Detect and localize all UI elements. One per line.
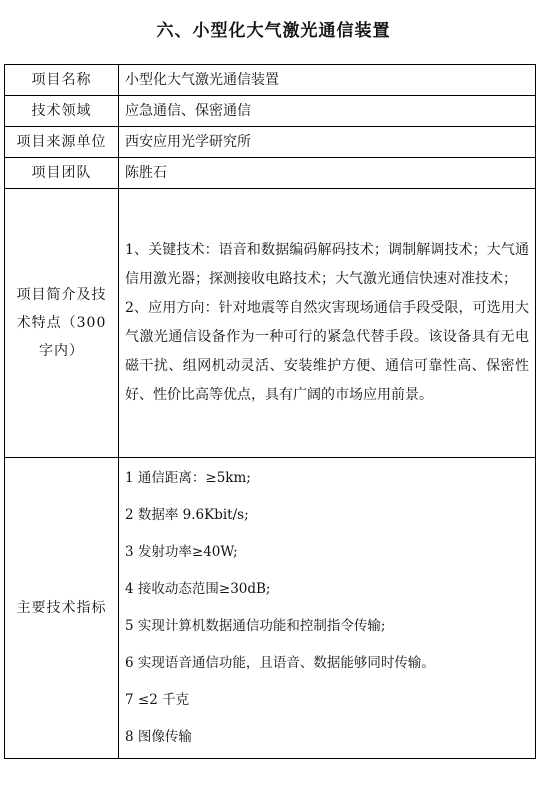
- table-row-source-unit: [5, 127, 536, 158]
- intro-label-line: 字内）: [39, 343, 84, 359]
- project-name-label: 项目名称: [5, 65, 119, 96]
- tech-field-label: 技术领域: [5, 96, 119, 127]
- table-row-specs: [5, 458, 536, 759]
- project-info-table: [4, 64, 536, 759]
- spec-item: 4 接收动态范围≥30dB;: [125, 581, 271, 597]
- spec-item: 5 实现计算机数据通信功能和控制指令传输;: [125, 618, 386, 634]
- page-title: 六、小型化大气激光通信装置: [156, 21, 391, 41]
- spec-item: 8 图像传输: [125, 729, 192, 745]
- spec-item: 7 ≤2 千克: [125, 692, 190, 708]
- intro-paragraph-key-tech: 1、关键技术：语音和数据编码解码技术；调制解调技术；大气通信用激光器；探测接收电路技术；大气激光通信快速对准技术；: [125, 242, 529, 287]
- table-row-team: [5, 158, 536, 189]
- intro-label-line: 项目简介及技: [16, 287, 107, 303]
- source-unit-label: 项目来源单位: [5, 127, 119, 158]
- intro-label-line: 术特点（300: [16, 315, 107, 331]
- source-unit-value: 西安应用光学研究所: [119, 127, 536, 158]
- intro-paragraph-application: 2、应用方向：针对地震等自然灾害现场通信手段受限，可选用大气激光通信设备作为一种可行的紧急代替手段。该设备具有无电磁干扰、组网机动灵活、安装维护方便、通信可靠性高、保密性好、性价比高等优点，具有广阔的市场应用前景。: [125, 300, 529, 403]
- spec-item: 2 数据率 9.6Kbit/s;: [125, 507, 249, 523]
- spec-item: 3 发射功率≥40W;: [125, 544, 238, 560]
- specs-label: 主要技术指标: [5, 458, 119, 759]
- team-label: 项目团队: [5, 158, 119, 189]
- team-value: 陈胜石: [119, 158, 536, 189]
- table-row-tech-field: [5, 96, 536, 127]
- spec-item: 6 实现语音通信功能，且语音、数据能够同时传输。: [125, 655, 435, 671]
- intro-label: [5, 189, 119, 458]
- table-row-intro: [5, 189, 536, 458]
- intro-text: [119, 189, 536, 458]
- spec-item: 1 通信距离：≥5km;: [125, 470, 251, 486]
- tech-field-value: 应急通信、保密通信: [119, 96, 536, 127]
- table-row-project-name: [5, 65, 536, 96]
- project-name-value: 小型化大气激光通信装置: [119, 65, 536, 96]
- specs-list: [119, 458, 536, 759]
